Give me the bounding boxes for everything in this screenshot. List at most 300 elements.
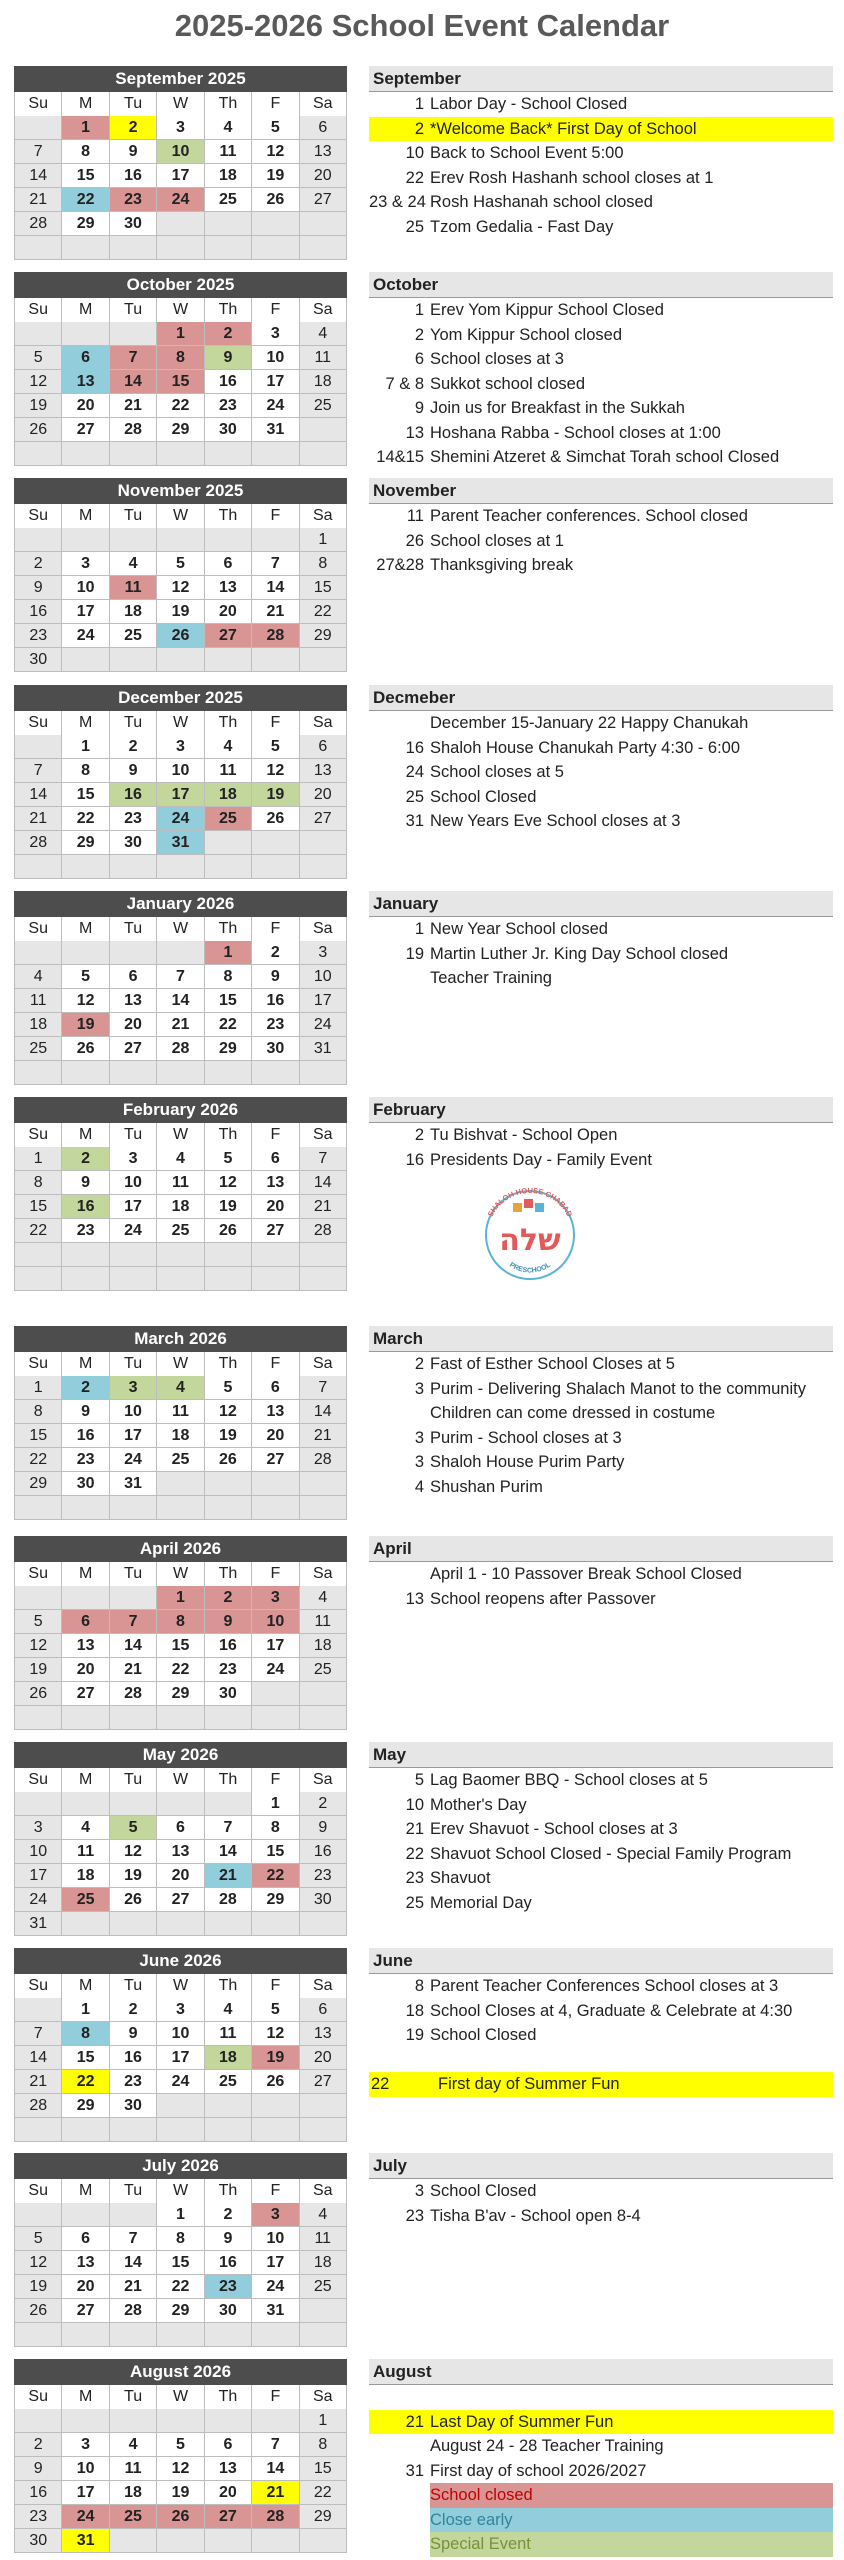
empty-day-cell — [300, 2094, 347, 2118]
empty-day-cell — [300, 2529, 347, 2553]
day-cell: 11 — [300, 2227, 347, 2251]
empty-day-cell — [300, 1706, 347, 1730]
day-cell: 5 — [15, 1610, 62, 1634]
day-cell: 26 — [62, 1037, 109, 1061]
day-cell: 20 — [300, 2046, 347, 2070]
weekday-header-row — [14, 1352, 347, 1376]
weekday-label: F — [252, 298, 299, 323]
event-text: Shavuot School Closed - Special Family Program — [430, 1844, 792, 1863]
day-cell: 17 — [110, 1195, 157, 1219]
month-events — [369, 1948, 833, 2097]
day-cell: 18 — [300, 1634, 347, 1658]
day-cell: 16 — [300, 1840, 347, 1864]
day-cell: 28 — [205, 1888, 252, 1912]
events-month-heading: October — [369, 272, 833, 298]
weekday-label: W — [157, 2179, 204, 2204]
weekday-label: F — [252, 917, 299, 942]
weekday-label: M — [62, 1352, 109, 1377]
day-cell: 12 — [15, 2251, 62, 2275]
empty-day-cell — [300, 1682, 347, 1706]
empty-day-cell — [110, 1267, 157, 1291]
day-cell: 17 — [300, 989, 347, 1013]
empty-day-cell — [300, 1496, 347, 1520]
day-cell: 5 — [205, 1147, 252, 1171]
empty-day-cell — [157, 1472, 204, 1496]
day-cell: 25 — [157, 1219, 204, 1243]
day-cell: 31 — [157, 831, 204, 855]
weekday-label: F — [252, 504, 299, 529]
day-cell: 3 — [252, 322, 299, 346]
empty-day-cell — [110, 2203, 157, 2227]
day-cell: 30 — [15, 2529, 62, 2553]
event-date: 3 — [414, 1379, 424, 1398]
event-text: Yom Kippur School closed — [430, 325, 623, 344]
weekday-label: Th — [205, 2179, 252, 2204]
day-cell: 2 — [300, 1792, 347, 1816]
day-cell: 13 — [205, 2457, 252, 2481]
day-cell: 4 — [15, 965, 62, 989]
month-events — [369, 685, 833, 834]
empty-day-cell — [252, 2529, 299, 2553]
empty-day-cell — [62, 941, 109, 965]
empty-day-cell — [110, 855, 157, 879]
weekday-header-row — [14, 917, 347, 941]
empty-day-cell — [15, 236, 62, 260]
day-cell: 12 — [62, 989, 109, 1013]
day-cell: 19 — [157, 2481, 204, 2505]
day-grid — [14, 1586, 347, 1730]
day-cell: 15 — [62, 2046, 109, 2070]
event-text: Erev Yom Kippur School Closed — [430, 301, 664, 319]
event-date — [369, 711, 430, 736]
event-row — [369, 529, 833, 554]
weekday-header-row — [14, 711, 347, 735]
day-cell: 12 — [15, 370, 62, 394]
event-row — [369, 1426, 833, 1451]
day-cell: 20 — [205, 600, 252, 624]
day-cell: 24 — [252, 2275, 299, 2299]
weekday-label: F — [252, 92, 299, 117]
day-cell: 14 — [110, 370, 157, 394]
day-cell: 14 — [252, 576, 299, 600]
event-text: New Years Eve School closes at 3 — [430, 812, 681, 830]
day-cell: 18 — [157, 1424, 204, 1448]
empty-day-cell — [110, 1706, 157, 1730]
weekday-label: W — [157, 1352, 204, 1377]
empty-day-cell — [15, 442, 62, 466]
day-cell: 27 — [110, 1037, 157, 1061]
weekday-label: Tu — [110, 504, 157, 529]
weekday-label: Tu — [110, 917, 157, 942]
events-month-heading: July — [369, 2153, 833, 2179]
empty-day-cell — [300, 418, 347, 442]
event-date: 24 — [405, 763, 424, 781]
month-events — [369, 1742, 833, 1915]
day-cell: 21 — [205, 1864, 252, 1888]
svg-text:PRESCHOOL — [508, 1261, 553, 1274]
day-cell: 15 — [252, 1840, 299, 1864]
day-cell: 12 — [252, 2022, 299, 2046]
day-cell: 27 — [252, 1219, 299, 1243]
page-title: 2025-2026 School Event Calendar — [174, 8, 670, 43]
event-row — [369, 298, 833, 323]
empty-day-cell — [157, 1061, 204, 1085]
empty-day-cell — [62, 442, 109, 466]
empty-day-cell — [110, 941, 157, 965]
empty-day-cell — [252, 212, 299, 236]
day-cell: 24 — [252, 1658, 299, 1682]
day-cell: 28 — [300, 1448, 347, 1472]
event-text: Hoshana Rabba - School closes at 1:00 — [430, 423, 721, 442]
empty-day-cell — [300, 442, 347, 466]
event-date: 10 — [405, 144, 424, 162]
empty-day-cell — [62, 1586, 109, 1610]
event-date: 7 & 8 — [385, 374, 424, 393]
weekday-label: Tu — [110, 1123, 157, 1148]
day-cell: 22 — [300, 600, 347, 624]
day-cell: 26 — [205, 1448, 252, 1472]
day-cell: 17 — [15, 1864, 62, 1888]
day-cell: 23 — [252, 1013, 299, 1037]
empty-day-cell — [15, 735, 62, 759]
empty-day-cell — [205, 2409, 252, 2433]
event-text: Parent Teacher conferences. School closed — [430, 507, 748, 525]
day-cell: 24 — [62, 624, 109, 648]
event-text: Shemini Atzeret & Simchat Torah school Closed — [430, 448, 780, 466]
day-cell: 13 — [300, 140, 347, 164]
day-cell: 8 — [15, 1400, 62, 1424]
day-cell: 2 — [205, 2203, 252, 2227]
event-text: School Closes at 4, Graduate & Celebrate at 4:30 — [430, 2001, 793, 2020]
day-cell: 14 — [205, 1840, 252, 1864]
weekday-header-row — [14, 2179, 347, 2203]
day-cell: 12 — [252, 140, 299, 164]
event-date: 23 — [405, 1869, 424, 1887]
event-row — [369, 445, 833, 470]
day-cell: 31 — [252, 2299, 299, 2323]
day-cell: 7 — [110, 1610, 157, 1634]
event-row — [369, 809, 833, 834]
events-month-heading: May — [369, 1742, 833, 1768]
day-cell: 20 — [252, 1195, 299, 1219]
day-cell: 26 — [110, 1888, 157, 1912]
event-row — [369, 141, 833, 166]
month-calendar — [14, 1536, 347, 1730]
event-text — [430, 2048, 833, 2073]
event-row — [369, 166, 833, 191]
day-cell: 9 — [205, 2227, 252, 2251]
day-cell: 29 — [62, 212, 109, 236]
day-cell: 12 — [157, 576, 204, 600]
empty-day-cell — [205, 2529, 252, 2553]
day-cell: 16 — [110, 2046, 157, 2070]
event-date: 2 — [414, 1126, 424, 1144]
day-cell: 19 — [252, 783, 299, 807]
day-cell: 6 — [300, 116, 347, 140]
event-row — [369, 1974, 833, 1999]
empty-day-cell — [252, 1243, 299, 1267]
weekday-label: Su — [15, 298, 62, 323]
empty-day-cell — [62, 236, 109, 260]
empty-day-cell — [157, 855, 204, 879]
day-cell: 17 — [252, 1634, 299, 1658]
empty-day-cell — [205, 1243, 252, 1267]
day-cell: 6 — [252, 1147, 299, 1171]
day-cell: 8 — [15, 1171, 62, 1195]
event-text: New Year School closed — [430, 920, 608, 938]
empty-day-cell — [15, 1061, 62, 1085]
month-title: November 2025 — [14, 478, 347, 504]
day-cell: 29 — [62, 2094, 109, 2118]
day-cell: 30 — [110, 2094, 157, 2118]
event-row — [369, 966, 833, 991]
empty-day-cell — [110, 322, 157, 346]
weekday-label: W — [157, 1123, 204, 1148]
day-cell: 8 — [62, 140, 109, 164]
day-cell: 23 — [205, 1658, 252, 1682]
day-cell: 4 — [157, 1147, 204, 1171]
day-cell: 8 — [157, 1610, 204, 1634]
event-text: Shaloh House Purim Party — [430, 1453, 625, 1471]
legend-item-green — [369, 2532, 833, 2557]
empty-day-cell — [15, 1586, 62, 1610]
event-date — [369, 2048, 430, 2073]
day-cell: 11 — [205, 2022, 252, 2046]
event-row — [369, 1562, 833, 1587]
weekday-label: Th — [205, 1768, 252, 1793]
day-cell: 25 — [205, 2070, 252, 2094]
event-row — [369, 785, 833, 810]
day-cell: 1 — [62, 1998, 109, 2022]
day-cell: 27 — [62, 1682, 109, 1706]
day-cell: 15 — [157, 370, 204, 394]
day-cell: 3 — [157, 1998, 204, 2022]
weekday-label: W — [157, 917, 204, 942]
day-cell: 3 — [157, 735, 204, 759]
event-row — [369, 215, 833, 240]
empty-day-cell — [15, 2409, 62, 2433]
event-text: Shavuot — [430, 1869, 491, 1887]
weekday-label: Tu — [110, 711, 157, 736]
day-cell: 20 — [300, 164, 347, 188]
day-cell: 18 — [15, 1013, 62, 1037]
day-cell: 16 — [62, 1195, 109, 1219]
day-cell: 29 — [157, 1682, 204, 1706]
event-date — [369, 966, 430, 991]
empty-day-cell — [205, 1267, 252, 1291]
day-cell: 24 — [15, 1888, 62, 1912]
day-cell: 24 — [110, 1219, 157, 1243]
month-calendar — [14, 1742, 347, 1936]
day-cell: 1 — [62, 116, 109, 140]
event-row — [369, 2048, 833, 2073]
empty-day-cell — [252, 2323, 299, 2347]
day-grid — [14, 1998, 347, 2142]
month-title: September 2025 — [14, 66, 347, 92]
empty-day-cell — [205, 1912, 252, 1936]
empty-day-cell — [15, 1243, 62, 1267]
empty-day-cell — [110, 1061, 157, 1085]
event-date: 1 — [414, 95, 424, 113]
weekday-label: Th — [205, 1974, 252, 1999]
event-date: 16 — [405, 738, 424, 757]
empty-day-cell — [110, 1912, 157, 1936]
weekday-label: W — [157, 504, 204, 529]
day-cell: 24 — [157, 188, 204, 212]
weekday-label: Su — [15, 504, 62, 529]
day-cell: 9 — [15, 2457, 62, 2481]
day-cell: 14 — [110, 2251, 157, 2275]
event-text: Fast of Esther School Closes at 5 — [430, 1355, 675, 1373]
month-title: July 2026 — [14, 2153, 347, 2179]
weekday-label: F — [252, 1562, 299, 1587]
day-cell: 15 — [205, 989, 252, 1013]
day-cell: 25 — [15, 1037, 62, 1061]
event-row — [369, 2385, 833, 2410]
events-month-heading: Decmeber — [369, 685, 833, 711]
event-date: 3 — [414, 1428, 424, 1447]
event-text: Tzom Gedalia - Fast Day — [430, 217, 614, 236]
month-calendar — [14, 891, 347, 1085]
empty-day-cell — [205, 855, 252, 879]
empty-day-cell — [300, 2299, 347, 2323]
event-date: 1 — [414, 301, 424, 319]
day-cell: 30 — [62, 1472, 109, 1496]
day-cell: 2 — [15, 2433, 62, 2457]
day-cell: 29 — [62, 831, 109, 855]
day-cell: 1 — [205, 941, 252, 965]
events-month-heading: April — [369, 1536, 833, 1562]
day-cell: 24 — [157, 2070, 204, 2094]
event-row — [369, 1352, 833, 1377]
events-month-heading: September — [369, 66, 833, 92]
weekday-label: Tu — [110, 92, 157, 117]
day-cell: 2 — [62, 1376, 109, 1400]
event-row — [369, 1817, 833, 1842]
event-row — [369, 92, 833, 117]
day-cell: 25 — [62, 1888, 109, 1912]
day-cell: 9 — [110, 759, 157, 783]
empty-day-cell — [15, 1792, 62, 1816]
empty-day-cell — [252, 1267, 299, 1291]
day-cell: 10 — [157, 759, 204, 783]
event-text: Lag Baomer BBQ - School closes at 5 — [430, 1771, 708, 1789]
event-date: 6 — [414, 350, 424, 368]
event-row — [369, 736, 833, 761]
day-cell: 10 — [62, 576, 109, 600]
day-cell: 17 — [157, 783, 204, 807]
event-text: School Closed — [430, 2182, 537, 2200]
day-cell: 9 — [15, 576, 62, 600]
month-calendar — [14, 66, 347, 260]
day-cell: 9 — [110, 2022, 157, 2046]
empty-day-cell — [300, 2118, 347, 2142]
weekday-label: Su — [15, 1123, 62, 1148]
day-cell: 9 — [110, 140, 157, 164]
day-cell: 7 — [15, 2022, 62, 2046]
empty-day-cell — [300, 831, 347, 855]
month-title: May 2026 — [14, 1742, 347, 1768]
empty-day-cell — [110, 2323, 157, 2347]
event-text: Back to School Event 5:00 — [430, 144, 624, 162]
day-cell: 23 — [205, 2275, 252, 2299]
empty-day-cell — [300, 212, 347, 236]
day-cell: 4 — [205, 116, 252, 140]
weekday-label: Sa — [300, 1352, 347, 1377]
day-cell: 18 — [110, 600, 157, 624]
month-title: February 2026 — [14, 1097, 347, 1123]
empty-day-cell — [300, 855, 347, 879]
event-row — [369, 2434, 833, 2459]
empty-day-cell — [15, 1706, 62, 1730]
day-cell: 8 — [157, 2227, 204, 2251]
day-cell: 21 — [110, 394, 157, 418]
day-cell: 19 — [15, 1658, 62, 1682]
empty-day-cell — [205, 442, 252, 466]
empty-day-cell — [110, 2409, 157, 2433]
day-cell: 16 — [205, 1634, 252, 1658]
day-cell: 24 — [157, 807, 204, 831]
day-cell: 1 — [157, 322, 204, 346]
day-grid — [14, 735, 347, 879]
empty-day-cell — [252, 1706, 299, 1730]
event-row — [369, 2459, 833, 2484]
event-text: Join us for Breakfast in the Sukkah — [430, 399, 685, 417]
day-cell: 9 — [252, 965, 299, 989]
day-cell: 26 — [252, 807, 299, 831]
weekday-label: Sa — [300, 1562, 347, 1587]
month-calendar — [14, 478, 347, 672]
weekday-label: W — [157, 1768, 204, 1793]
weekday-label: Su — [15, 711, 62, 736]
logo-top-text: SHALOH HOUSE CHABAD — [485, 1185, 575, 1219]
empty-day-cell — [157, 1706, 204, 1730]
month-calendar — [14, 685, 347, 879]
weekday-label: Tu — [110, 2385, 157, 2410]
empty-day-cell — [205, 2323, 252, 2347]
weekday-label: Th — [205, 92, 252, 117]
day-cell: 30 — [205, 1682, 252, 1706]
empty-day-cell — [157, 1267, 204, 1291]
day-cell: 9 — [62, 1171, 109, 1195]
event-date: 31 — [405, 2461, 424, 2480]
day-cell: 7 — [252, 552, 299, 576]
day-cell: 12 — [157, 2457, 204, 2481]
day-cell: 7 — [252, 2433, 299, 2457]
preschool-logo — [470, 1175, 590, 1295]
empty-day-cell — [205, 1706, 252, 1730]
event-date: 22 — [405, 1844, 424, 1863]
event-date: 10 — [405, 1795, 424, 1814]
day-grid — [14, 116, 347, 260]
event-row — [369, 1842, 833, 1867]
empty-day-cell — [300, 236, 347, 260]
event-date: 22 — [371, 2075, 390, 2093]
empty-day-cell — [62, 2118, 109, 2142]
day-cell: 11 — [62, 1840, 109, 1864]
day-cell: 23 — [62, 1448, 109, 1472]
empty-day-cell — [110, 442, 157, 466]
empty-day-cell — [252, 2409, 299, 2433]
day-cell: 30 — [110, 831, 157, 855]
day-cell: 19 — [15, 394, 62, 418]
day-cell: 26 — [15, 418, 62, 442]
empty-day-cell — [15, 528, 62, 552]
month-calendar — [14, 1326, 347, 1520]
empty-day-cell — [62, 2323, 109, 2347]
day-cell: 5 — [252, 1998, 299, 2022]
weekday-label: Su — [15, 1974, 62, 1999]
